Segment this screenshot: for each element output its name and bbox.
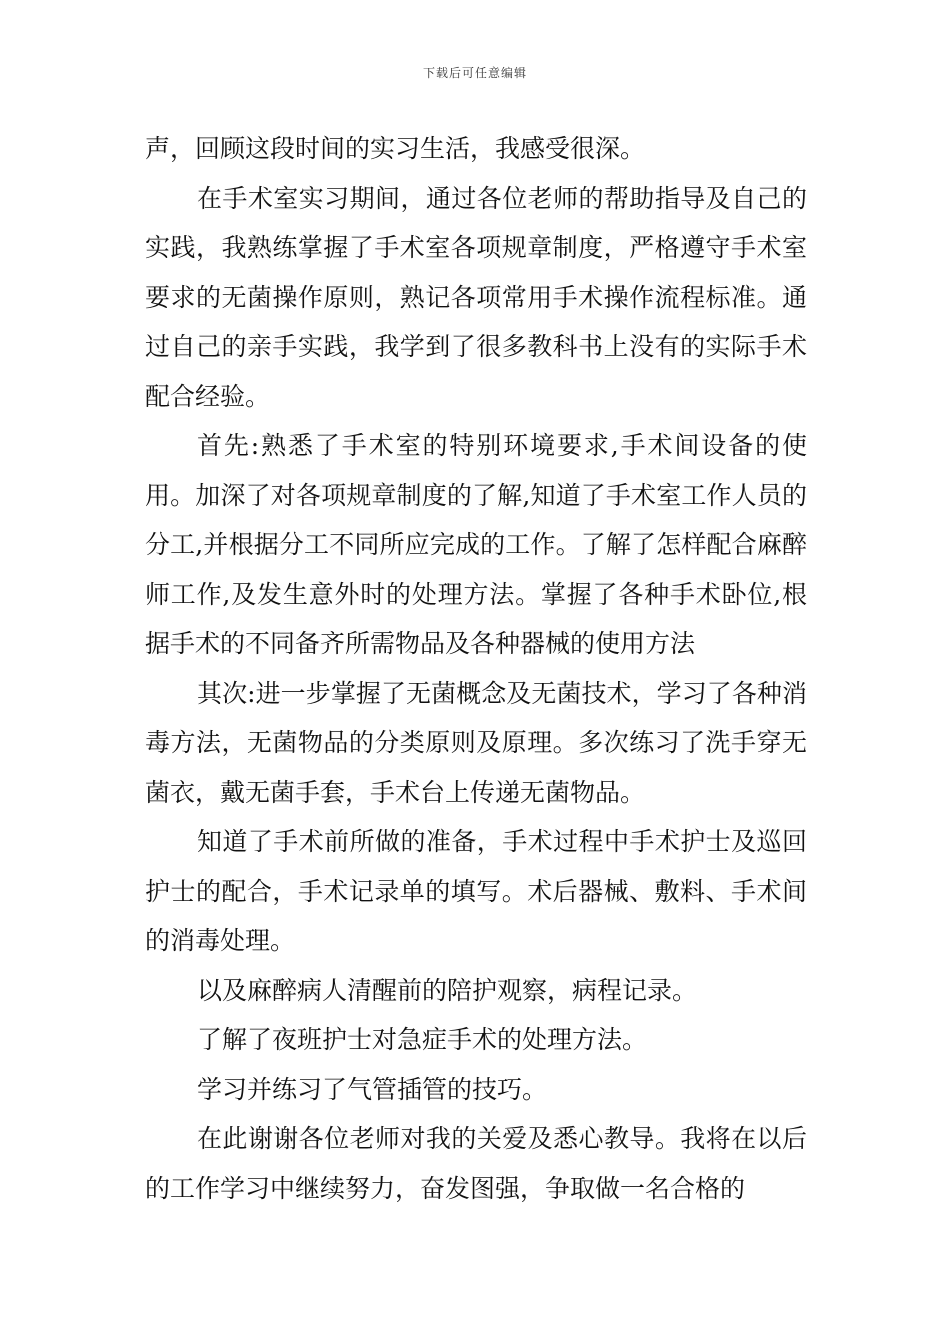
paragraph-first: 首先:熟悉了手术室的特别环境要求,手术间设备的使用。加深了对各项规章制度的了解,知道了手术室工作人员的分工,并根据分工不同所应完成的工作。了解了怎样配合麻醉师工作,及发生意外时的处理方法。掌握了各种手术卧位,根据手术的不同备齐所需物品及各种器械的使用方法 xyxy=(145,431,807,658)
paragraph-second: 其次:进一步掌握了无菌概念及无菌技术，学习了各种消毒方法，无菌物品的分类原则及原理。多次练习了洗手穿无菌衣，戴无菌手套，手术台上传递无菌物品。 xyxy=(145,678,807,807)
paragraph-thanks: 在此谢谢各位老师对我的关爱及悉心教导。我将在以后的工作学习中继续努力，奋发图强，争取做一名合格的 xyxy=(145,1124,807,1203)
paragraph-internship-overview: 在手术室实习期间，通过各位老师的帮助指导及自己的实践，我熟练掌握了手术室各项规章制度，严格遵守手术室要求的无菌操作原则，熟记各项常用手术操作流程标准。通过自己的亲手实践，我学到了很多教科书上没有的实际手术配合经验。 xyxy=(145,183,807,411)
paragraph-anesthesia-care: 以及麻醉病人清醒前的陪护观察，病程记录。 xyxy=(197,975,698,1005)
paragraph-intubation: 学习并练习了气管插管的技巧。 xyxy=(197,1074,548,1104)
paragraph-continuation: 声，回顾这段时间的实习生活，我感受很深。 xyxy=(145,134,646,163)
document-body xyxy=(145,124,807,1213)
paragraph-preparation: 知道了手术前所做的准备，手术过程中手术护士及巡回护士的配合，手术记录单的填写。术后器械、敷料、手术间的消毒处理。 xyxy=(145,827,807,955)
paragraph-night-shift: 了解了夜班护士对急症手术的处理方法。 xyxy=(197,1025,648,1054)
page-header-note: 下载后可任意编辑 xyxy=(422,66,527,80)
